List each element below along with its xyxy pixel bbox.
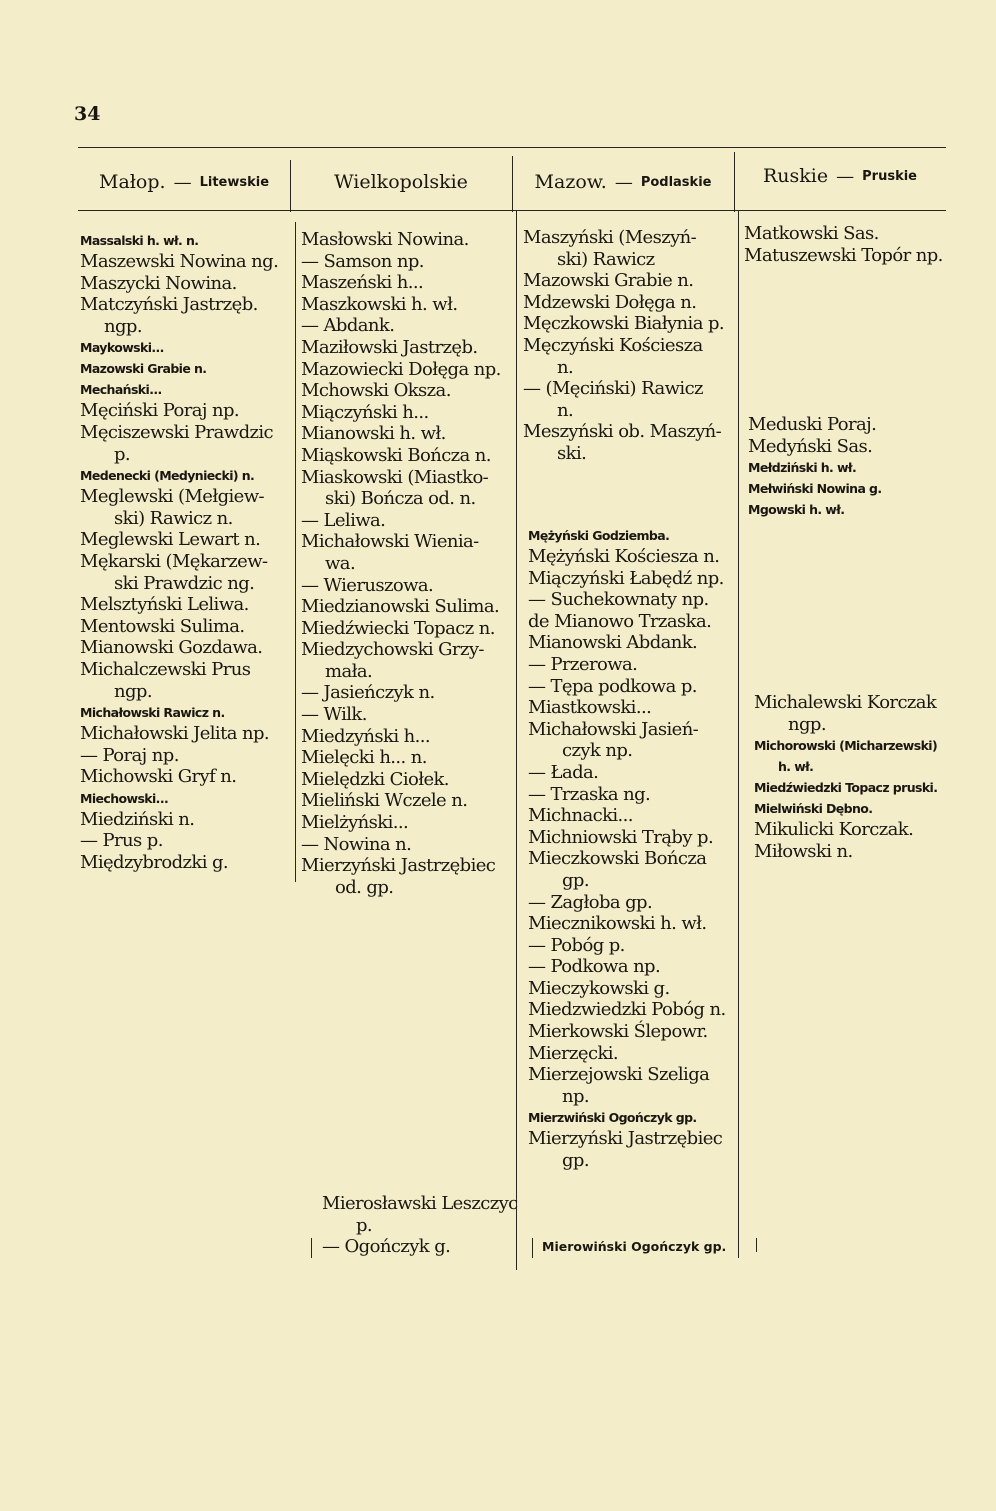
column-ruskie-top [744,223,943,266]
header-col4-dash: — [836,165,855,187]
list-item: Melsztyński Leliwa. [80,594,249,616]
list-item: np. [562,1085,590,1107]
list-item: Mieczkowski Bończa [528,848,707,870]
list-item: — Wilk. [301,704,367,726]
top-rule [78,147,946,148]
list-item: Miłowski n. [754,840,853,862]
list-item: czyk np. [562,740,633,762]
header-col4-sub: Pruskie [862,168,917,184]
list-item: Miączyński Łabędź np. [528,567,724,589]
list-item: Miedziński n. [80,808,195,830]
header-ruskie [734,156,946,196]
list-item: — Pobóg p. [528,934,625,956]
header-wielkopolskie [290,162,512,202]
divider-col1-col2 [295,222,296,882]
column-malopolskie [80,230,278,874]
list-item: Michalewski Korczak [754,692,937,713]
header-malopolskie [78,162,290,202]
header-col3-main: Mazow. [534,171,607,193]
list-item: wa. [325,552,356,574]
list-item: Miedzwiedzki Pobóg n. [528,999,726,1021]
list-item: Matuszewski Topór np. [744,244,943,266]
list-item: Mazowiecki Dołęga np. [301,358,501,380]
list-item: Michowski Gryf n. [80,766,237,788]
list-item: Mężyński Kościesza n. [528,546,720,567]
list-item: Mielędzki Ciołek. [301,768,449,790]
list-item: — Ogończyk g. [322,1236,451,1258]
column-mazowieckie-mid [528,525,726,1172]
list-item: Mikulicki Korczak. [754,819,914,841]
list-item: Meglewski (Mełgiew- [80,486,265,508]
list-item: ngp. [114,680,152,702]
list-item: Maziłowski Jastrzęb. [301,336,478,358]
list-item: ski Prawdzic ng. [114,572,255,594]
list-item: ngp. [788,713,826,735]
list-item: Międzybrodzki g. [80,852,229,874]
list-item: Miecznikowski h. wł. [528,913,707,935]
header-col1-dash: — [173,171,192,193]
column-ruskie-mid [748,414,882,520]
header-mazowieckie [512,162,734,202]
list-item: Mgowski h. wł. [748,502,845,518]
list-item: Mierzwiński Ogończyk gp. [528,1110,697,1126]
list-item: Michnacki... [528,805,633,827]
divider-col2-bottom-left [311,1238,312,1258]
list-item: Matkowski Sas. [744,223,879,244]
list-item: Mękarski (Mękarzew- [80,550,268,572]
list-item: Mierosławski Leszczyc [322,1193,518,1214]
list-item: Meszyński ob. Maszyń- [523,421,722,443]
list-item: Miaskowski (Miastko- [301,466,489,488]
list-item: Michałowski Wienia- [301,531,479,553]
list-item: Masłowski Nowina. [301,229,469,250]
list-item: Mierzęcki. [528,1042,619,1064]
list-item: Mężyński Godziemba. [528,528,670,543]
list-item: Miączyński h... [301,401,429,423]
list-item: gp. [562,869,589,891]
list-item: — Podkowa np. [528,956,661,978]
list-item: de Mianowo Trzaska. [528,610,712,632]
list-item: Miastkowski... [528,697,652,719]
list-item: — Tępa podkowa p. [528,675,697,697]
list-item: Maykowski... [80,340,164,356]
list-item: ngp. [104,315,142,337]
list-item: — Jasieńczyk n. [301,682,435,704]
list-item: Mianowski h. wł. [301,423,446,445]
list-item: — (Męciński) Rawicz [523,378,703,400]
list-item: Mieliński Wczele n. [301,790,468,812]
list-item: Mechański... [80,382,162,398]
list-item: Męczkowski Białynia p. [523,313,724,335]
list-item: Mełwiński Nowina g. [748,481,882,497]
divider-col3-col4 [738,210,739,1258]
list-item: Meglewski Lewart n. [80,529,261,551]
list-item: Mielżyński... [301,812,409,834]
list-item: — Abdank. [301,315,395,337]
list-item: Mazowski Grabie n. [80,361,207,377]
column-mazowieckie-bottom [542,1236,726,1257]
header-col1-sub: Litewskie [199,174,270,190]
divider-col2-col3 [516,210,517,1270]
list-item: Maszycki Nowina. [80,272,237,294]
list-item: Mełdziński h. wł. [748,460,857,476]
list-item: Matczyński Jastrzęb. [80,294,258,316]
list-item: Miechowski... [80,790,169,806]
list-item: ski) Rawicz n. [114,507,233,529]
column-wielkopolskie-bottom [322,1193,518,1258]
list-item: — Przerowa. [528,653,638,675]
column-mazowieckie-top [523,227,724,465]
list-item: — Trzaska ng. [528,783,651,805]
list-item: Maszeński h... [301,272,424,294]
list-item: Mierzyński Jastrzębiec [301,855,496,877]
list-item: Massalski h. wł. n. [80,233,199,248]
header-col2-main: Wielkopolskie [334,171,468,193]
list-item: Medenecki (Medyniecki) n. [80,468,255,484]
list-item: gp. [562,1150,589,1172]
list-item: Miąskowski Bończa n. [301,444,491,466]
list-item: — Prus p. [80,830,163,852]
page-number: 34 [74,103,101,125]
list-item: ski. [557,442,587,464]
list-item: Michałowski Jasień- [528,718,699,740]
list-item: — Leliwa. [301,509,386,531]
list-item: Męciszewski Prawdzic [80,421,274,443]
list-item: — Suchekownaty np. [528,589,709,611]
list-item: Medyński Sas. [748,435,873,457]
list-item: — Łada. [528,761,599,783]
list-item: Mianowski Gozdawa. [80,637,263,659]
list-item: Mierowiński Ogończyk gp. [542,1239,727,1254]
list-item: od. gp. [335,876,394,898]
list-item: p. [114,443,131,465]
list-item: mała. [325,660,373,682]
column-wielkopolskie [301,229,501,898]
list-item: Maszyński (Meszyń- [523,227,697,248]
list-item: Mianowski Abdank. [528,632,698,654]
column-ruskie-low [754,692,937,862]
list-item: Miedzyński h... [301,725,430,747]
list-item: Mchowski Oksza. [301,380,451,402]
list-item: Męczyński Kościesza [523,334,703,356]
list-item: n. [557,356,574,378]
list-item: Maszkowski h. wł. [301,293,458,315]
list-item: Maszewski Nowina ng. [80,251,279,272]
list-item: ski) Rawicz [557,248,655,270]
list-item: Mierkowski Ślepowr. [528,1021,708,1043]
list-item: Męciński Poraj np. [80,400,240,422]
list-item: Mielęcki h... n. [301,747,427,769]
list-item: Miedźwiedzki Topacz pruski. [754,780,938,796]
header-col1-main: Małop. [98,171,166,193]
list-item: Miedźwiecki Topacz n. [301,617,495,639]
list-item: — Poraj np. [80,744,179,766]
list-item: Mentowski Sulima. [80,615,245,637]
list-item: Michalczewski Prus [80,658,251,680]
header-col3-sub: Podlaskie [640,174,712,190]
list-item: Miedzianowski Sulima. [301,596,500,618]
list-item: Mielwiński Dębno. [754,801,873,817]
header-col3-dash: — [614,171,633,193]
list-item: Michałowski Rawicz n. [80,705,225,721]
list-item: p. [356,1214,373,1236]
list-item: Mierzyński Jastrzębiec [528,1128,723,1150]
list-item: — Nowina n. [301,833,412,855]
list-item: Miedzychowski Grzy- [301,639,484,661]
list-item: Mierzejowski Szeliga [528,1064,710,1086]
divider-col3-bottom-right [756,1238,757,1252]
list-item: n. [557,399,574,421]
list-item: Michniowski Trąby p. [528,826,714,848]
list-item: Michorowski (Micharzewski) [754,738,938,754]
list-item: Meduski Poraj. [748,414,877,435]
list-item: Mieczykowski g. [528,977,670,999]
list-item: ski) Bończa od. n. [325,488,476,510]
list-item: Mdzewski Dołęga n. [523,291,697,313]
divider-col3-bottom-left [532,1238,533,1258]
list-item: h. wł. [778,759,814,775]
list-item: Michałowski Jelita np. [80,723,270,745]
list-item: Mazowski Grabie n. [523,270,694,292]
header-col4-main: Ruskie [763,165,829,187]
list-item: — Wieruszowa. [301,574,434,596]
list-item: — Zagłoba gp. [528,891,653,913]
list-item: — Samson np. [301,250,424,272]
